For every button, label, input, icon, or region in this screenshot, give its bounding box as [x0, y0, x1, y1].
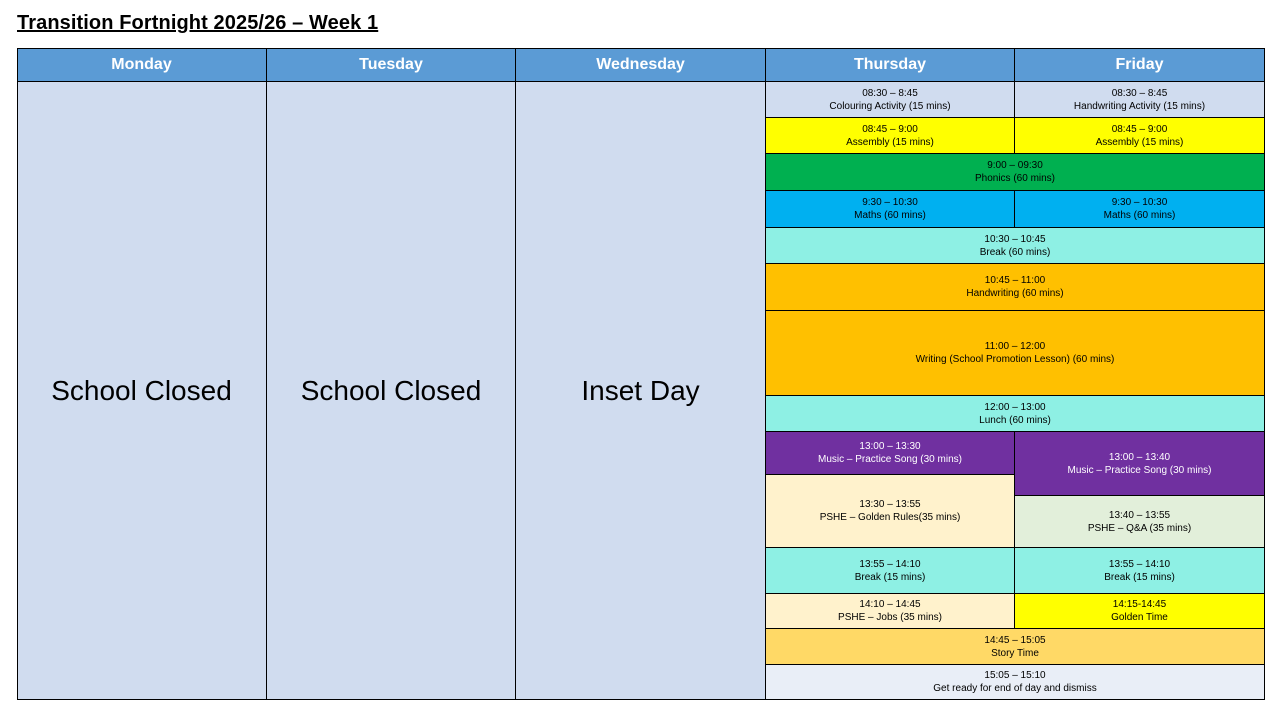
slot-label: PSHE – Jobs (35 mins)	[838, 612, 942, 623]
slot-time: 10:45 – 11:00	[984, 275, 1046, 286]
slot-label: Phonics (60 mins)	[974, 173, 1056, 184]
slot-label: Maths (60 mins)	[854, 210, 926, 221]
thu-maths-slot	[766, 191, 1015, 228]
slot-label: Break (60 mins)	[979, 246, 1051, 258]
handwriting-slot	[766, 264, 1265, 311]
slot-label: Colouring Activity (15 mins)	[829, 100, 951, 112]
fri-pshe-slot	[1015, 496, 1265, 548]
fri-maths-slot	[1015, 191, 1265, 228]
slot-time: 14:15-14:45	[1112, 599, 1167, 610]
thu-break2-slot	[766, 548, 1015, 594]
page-title: Transition Fortnight 2025/26 – Week 1	[17, 12, 379, 34]
slot-label: Maths (60 mins)	[1103, 210, 1176, 221]
fri-music-slot	[1015, 432, 1265, 496]
monday-closed: School Closed	[17, 82, 267, 700]
phonics-slot	[766, 154, 1265, 191]
tuesday-closed: School Closed	[267, 82, 516, 700]
slot-time: 08:45 – 9:00	[862, 123, 918, 135]
slot-label: Writing (School Promotion Lesson) (60 mins)	[915, 354, 1115, 365]
fri-assembly-slot	[1015, 118, 1265, 154]
slot-label: Break (15 mins)	[1104, 571, 1175, 583]
slot-label: Story Time	[991, 647, 1039, 659]
header-thursday: Thursday	[766, 48, 1015, 82]
slot-label: Handwriting Activity (15 mins)	[1073, 100, 1206, 112]
story-slot	[766, 629, 1265, 665]
slot-time: 13:00 – 13:40	[1108, 451, 1171, 463]
header-wednesday: Wednesday	[516, 48, 766, 82]
slot-label: Golden Time	[1111, 612, 1168, 623]
slot-time: 13:00 – 13:30	[859, 441, 921, 452]
lunch-slot	[766, 396, 1265, 432]
slot-label: PSHE – Q&A (35 mins)	[1087, 522, 1192, 534]
thu-colouring-slot	[766, 82, 1015, 118]
slot-label: Lunch (60 mins)	[979, 414, 1051, 426]
slot-time: 13:55 – 14:10	[859, 558, 921, 570]
slot-time: 08:45 – 9:00	[1111, 123, 1168, 135]
slot-time: 15:05 – 15:10	[984, 670, 1046, 681]
slot-label: Music – Practice Song (30 mins)	[818, 454, 962, 465]
slot-time: 14:45 – 15:05	[984, 634, 1046, 646]
slot-label: Break (15 mins)	[854, 571, 926, 583]
slot-label: Music – Practice Song (30 mins)	[1067, 464, 1212, 476]
thu-music-slot	[766, 432, 1015, 475]
slot-time: 14:10 – 14:45	[859, 599, 921, 610]
slot-label: Handwriting (60 mins)	[966, 288, 1064, 299]
slot-label: Assembly (15 mins)	[846, 136, 934, 148]
slot-time: 12:00 – 13:00	[984, 401, 1046, 413]
slot-time: 08:30 – 8:45	[1111, 87, 1168, 99]
fri-golden-slot	[1015, 594, 1265, 629]
thu-jobs-slot	[766, 594, 1015, 629]
writing-slot	[766, 311, 1265, 396]
break1-slot	[766, 228, 1265, 264]
fri-handwriting-slot	[1015, 82, 1265, 118]
slot-label: Assembly (15 mins)	[1095, 136, 1184, 148]
fri-break2-slot	[1015, 548, 1265, 594]
slot-label: PSHE – Golden Rules(35 mins)	[819, 512, 961, 523]
timetable	[17, 48, 1265, 700]
header-tuesday: Tuesday	[267, 48, 516, 82]
end-slot	[766, 665, 1265, 700]
slot-label: Get ready for end of day and dismiss	[933, 683, 1097, 694]
header-monday: Monday	[17, 48, 267, 82]
header-friday: Friday	[1015, 48, 1265, 82]
wednesday-inset: Inset Day	[516, 82, 766, 700]
thu-assembly-slot	[766, 118, 1015, 154]
slot-time: 13:55 – 14:10	[1108, 558, 1171, 570]
slot-time: 9:30 – 10:30	[862, 197, 918, 208]
thu-pshe-slot	[766, 475, 1015, 548]
slot-time: 13:30 – 13:55	[859, 499, 921, 510]
slot-time: 08:30 – 8:45	[862, 87, 918, 99]
slot-time: 11:00 – 12:00	[984, 341, 1046, 352]
slot-time: 9:00 – 09:30	[987, 160, 1043, 171]
slot-time: 10:30 – 10:45	[984, 233, 1046, 245]
slot-time: 13:40 – 13:55	[1108, 509, 1171, 521]
slot-time: 9:30 – 10:30	[1111, 197, 1168, 208]
